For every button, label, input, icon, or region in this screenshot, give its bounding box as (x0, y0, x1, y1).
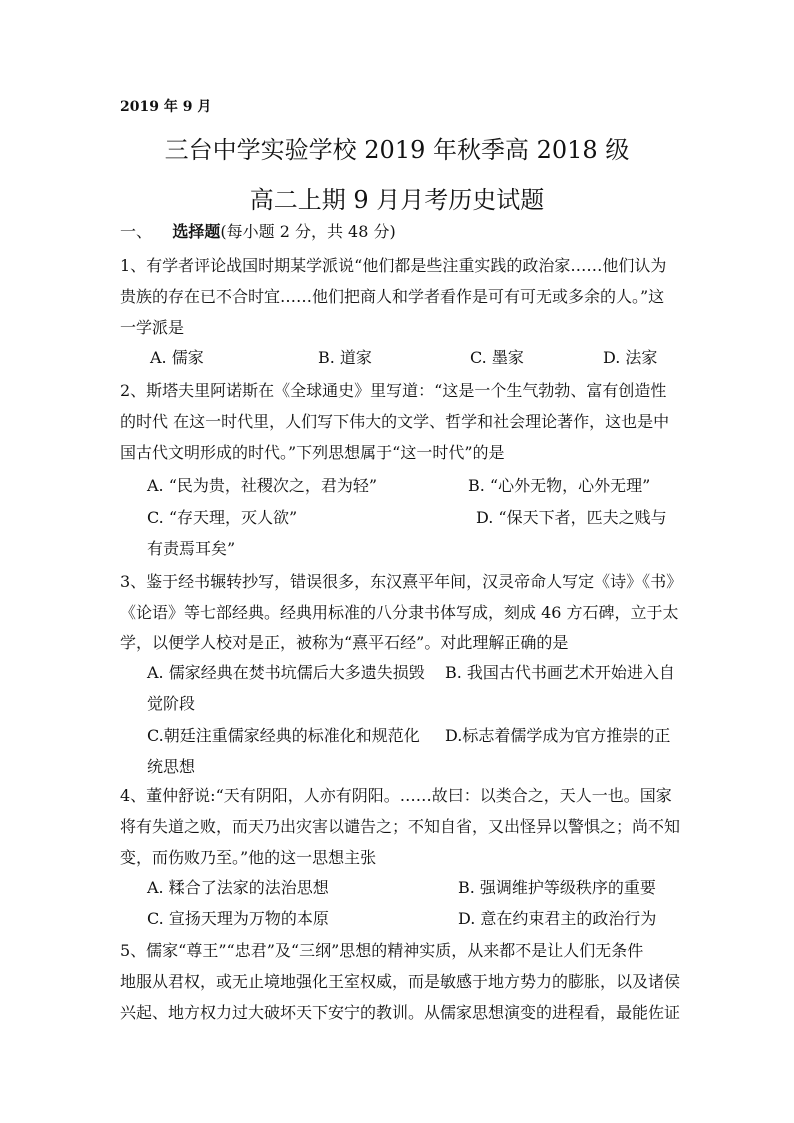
exam-title-line2: 高二上期 9 月月考历史试题 (249, 186, 545, 214)
q3-option-b: B. 我国古代书画艺术开始进入自 (445, 663, 675, 682)
q1-option-c: C. 墨家 (470, 348, 524, 367)
q2-line2: 的时代 在这一时代里，人们写下伟大的文学、哲学和社会理论著作，这也是中 (120, 412, 670, 431)
q2-line1: 2、斯塔夫里阿诺斯在《全球通史》里写道：“这是一个生气勃勃、富有创造性 (120, 381, 667, 400)
q5-line1: 5、儒家“尊王”“忠君”及“三纲”思想的精神实质，从来都不是让人们无条件 (120, 941, 644, 960)
q1-line1: 1、有学者评论战国时期某学派说“他们都是些注重实践的政治家……他们认为 (120, 256, 667, 275)
q5-line3: 兴起、地方权力过大破坏天下安宁的教训。从儒家思想演变的进程看，最能佐证 (120, 1003, 681, 1022)
q2-option-d-cont: 有责焉耳矣” (147, 539, 236, 558)
q4-option-c: C. 宣扬天理为万物的本原 (147, 909, 329, 928)
q3-line2: 《论语》等七部经典。经典用标准的八分隶书体写成，刻成 46 方石碑，立于太 (120, 603, 679, 622)
q4-option-a: A. 糅合了法家的法治思想 (147, 878, 329, 897)
q1-option-a: A. 儒家 (150, 348, 204, 367)
q3-line1: 3、鉴于经书辗转抄写，错误很多，东汉熹平年间，汉灵帝命人写定《诗》《书》 (120, 572, 683, 591)
q4-option-b: B. 强调维护等级秩序的重要 (458, 878, 656, 897)
q3-option-a: A. 儒家经典在焚书坑儒后大多遗失损毁 (147, 663, 425, 682)
q1-option-b: B. 道家 (318, 348, 372, 367)
q4-line1: 4、董仲舒说:“天有阴阳，人亦有阴阳。……故曰：以类合之，天人一也。国家 (120, 786, 672, 805)
q4-line2: 将有失道之败，而天乃出灾害以谴告之；不知自省，又出怪异以警惧之；尚不知 (120, 817, 681, 836)
q2-option-c: C. “存天理，灭人欲” (147, 508, 298, 527)
q3-option-b-cont: 觉阶段 (147, 694, 196, 713)
q3-option-d-cont: 统思想 (147, 757, 196, 776)
q5-line2: 地服从君权，或无止境地强化王室权威，而是敏感于地方势力的膨胀，以及诸侯 (120, 972, 681, 991)
q3-line3: 学，以便学人校对是正，被称为“熹平石经”。对此理解正确的是 (120, 633, 569, 652)
exam-date: 2019 年 9 月 (120, 99, 212, 115)
q4-line3: 变，而伤败乃至。”他的这一思想主张 (120, 848, 377, 867)
q2-option-a: A. “民为贵，社稷次之，君为轻” (147, 476, 378, 495)
section-note: (每小题 2 分，共 48 分) (220, 222, 396, 241)
section-name: 选择题 (172, 222, 221, 241)
q3-option-c: C.朝廷注重儒家经典的标准化和规范化 (147, 726, 420, 745)
section-number: 一、 (120, 222, 153, 241)
q2-option-d: D. “保天下者，匹夫之贱与 (476, 508, 667, 527)
q1-line3: 一学派是 (120, 318, 185, 337)
q3-option-d: D.标志着儒学成为官方推崇的正 (445, 726, 671, 745)
q1-option-d: D. 法家 (603, 348, 658, 367)
q1-line2: 贵族的存在已不合时宜……他们把商人和学者看作是可有可无或多余的人。”这 (120, 287, 665, 306)
section-heading (120, 222, 396, 242)
q4-option-d: D. 意在约束君主的政治行为 (458, 909, 657, 928)
q2-line3: 国古代文明形成的时代。”下列思想属于“这一时代”的是 (120, 443, 505, 462)
q2-option-b: B. “心外无物，心外无理” (468, 476, 651, 495)
exam-title-line1: 三台中学实验学校 2019 年秋季高 2018 级 (164, 136, 630, 164)
